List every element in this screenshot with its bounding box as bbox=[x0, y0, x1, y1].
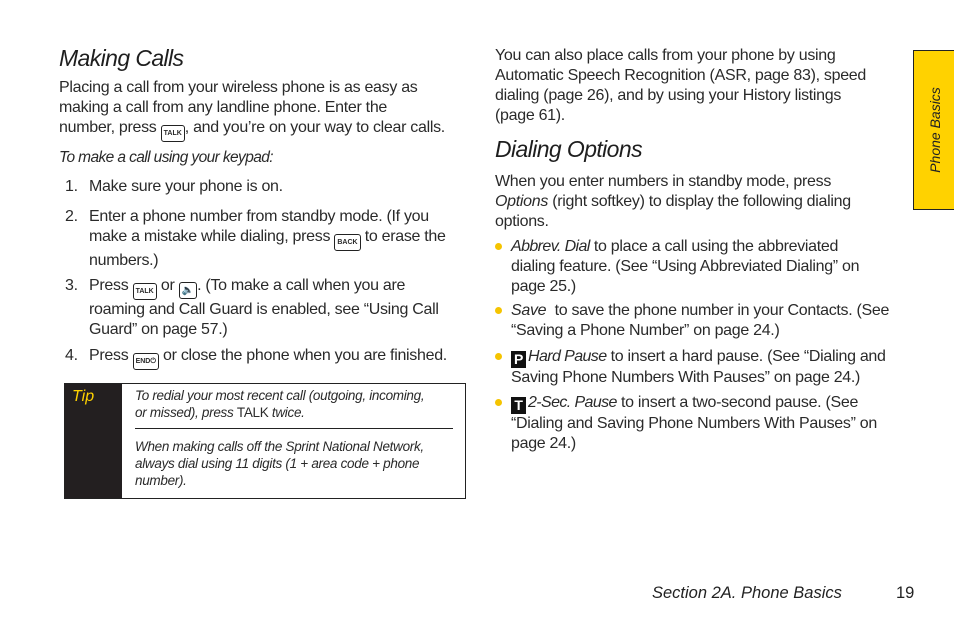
step-text bbox=[89, 276, 470, 340]
making-calls-intro bbox=[59, 78, 469, 142]
step-number: 1. bbox=[65, 178, 78, 195]
bullet-term: Abbrev. Dial bbox=[511, 238, 590, 255]
step-item bbox=[65, 207, 470, 267]
bullet-dot bbox=[495, 353, 502, 360]
bullet-dot bbox=[495, 307, 502, 314]
right-intro bbox=[495, 46, 905, 126]
step-item bbox=[65, 276, 470, 336]
step-fragment: Press bbox=[89, 277, 129, 294]
step-fragment: make a mistake while dialing, press bbox=[89, 228, 331, 245]
list-item bbox=[495, 237, 905, 297]
tip-box bbox=[64, 383, 466, 499]
bullet-dot bbox=[495, 243, 502, 250]
footer-page-number: 19 bbox=[896, 584, 915, 602]
bullet-fragment: to save the phone number in your Contacts. (See bbox=[546, 302, 890, 319]
bullet-term: Hard Pause bbox=[528, 348, 607, 365]
intro-text: , and you’re on your way to clear calls. bbox=[184, 119, 445, 136]
step-number: 3. bbox=[65, 277, 78, 294]
heading-making-calls: Making Calls bbox=[59, 45, 184, 71]
tip-line: always dial using 11 digits (1 + area code + phone bbox=[135, 456, 420, 471]
bullet-term: Save bbox=[511, 302, 547, 319]
side-tab-label: Phone Basics bbox=[926, 87, 943, 173]
options-softkey-term: Options bbox=[495, 193, 549, 210]
tip-line bbox=[135, 404, 455, 421]
bullet-text bbox=[511, 237, 905, 297]
bullet-line bbox=[511, 347, 905, 368]
step-fragment: or bbox=[160, 277, 175, 294]
intro-text: number, press bbox=[59, 119, 157, 136]
intro-line: dialing (page 26), and by using your History listings bbox=[495, 87, 842, 104]
paragraph-line: options. bbox=[495, 213, 549, 230]
step-item bbox=[65, 346, 470, 366]
back-key-icon: BACK bbox=[334, 234, 360, 251]
tip-fragment: or missed), press bbox=[135, 405, 237, 420]
step-fragment: or close the phone when you are finished. bbox=[163, 347, 447, 364]
bullet-fragment: to insert a two-second pause. (See bbox=[616, 394, 859, 411]
list-item bbox=[495, 301, 905, 341]
talk-key-icon: TALK bbox=[133, 283, 157, 300]
step-text bbox=[89, 207, 470, 271]
tip-divider bbox=[135, 428, 453, 429]
step-line: Guard” on page 57.) bbox=[89, 321, 228, 338]
tip-line: number). bbox=[135, 473, 187, 488]
paragraph-line bbox=[495, 192, 905, 212]
bullet-line: page 25.) bbox=[511, 278, 576, 295]
intro-line: making a call from any landline phone. Enter the bbox=[59, 99, 388, 116]
heading-dialing-options: Dialing Options bbox=[495, 136, 642, 162]
bullet-line: Saving Phone Numbers With Pauses” on page 24.) bbox=[511, 369, 861, 386]
step-number: 4. bbox=[65, 347, 78, 364]
bullet-fragment: to insert a hard pause. (See “Dialing and bbox=[606, 348, 886, 365]
tip-line: To redial your most recent call (outgoing, incoming, bbox=[135, 388, 425, 403]
intro-line: You can also place calls from your phone by using bbox=[495, 47, 836, 64]
step-line: Enter a phone number from standby mode. (If you bbox=[89, 208, 429, 225]
footer-section-title: Section 2A. Phone Basics bbox=[652, 584, 842, 602]
step-text bbox=[89, 346, 470, 370]
bullet-line bbox=[511, 237, 905, 257]
bullet-line bbox=[511, 301, 905, 321]
step-text: Make sure your phone is on. bbox=[89, 178, 283, 195]
tip-label-column bbox=[65, 384, 122, 498]
tip-paragraph-1 bbox=[135, 387, 455, 421]
intro-line: Placing a call from your wireless phone is as easy as bbox=[59, 79, 418, 96]
step-fragment: Press bbox=[89, 347, 129, 364]
step-fragment: to erase the bbox=[364, 228, 446, 245]
step-item bbox=[65, 177, 470, 197]
talk-key-icon: TALK bbox=[161, 125, 185, 142]
speaker-key-icon: 🔈 bbox=[179, 282, 197, 299]
bullet-line bbox=[511, 393, 905, 414]
paragraph-fragment: (right softkey) to display the following dialing bbox=[548, 193, 851, 210]
tip-line: When making calls off the Sprint National Network, bbox=[135, 439, 424, 454]
intro-line: (page 61). bbox=[495, 107, 565, 124]
bullet-text bbox=[511, 393, 905, 454]
bullet-dot bbox=[495, 399, 502, 406]
step-fragment: . (To make a call when you are bbox=[197, 277, 406, 294]
bullet-line: page 24.) bbox=[511, 435, 576, 452]
step-line bbox=[89, 276, 470, 300]
tip-fragment: twice. bbox=[268, 405, 305, 420]
section-side-tab bbox=[913, 50, 954, 210]
bullet-text bbox=[511, 347, 905, 388]
paragraph-line: When you enter numbers in standby mode, press bbox=[495, 173, 832, 190]
two-sec-pause-icon: T bbox=[511, 397, 526, 414]
intro-line bbox=[59, 118, 469, 142]
tip-label: Tip bbox=[72, 388, 95, 405]
keypad-subhead: To make a call using your keypad: bbox=[59, 149, 273, 166]
tip-fragment: TALK bbox=[236, 405, 269, 420]
bullet-line: “Dialing and Saving Phone Numbers With Pauses” on bbox=[511, 415, 877, 432]
dialing-options-paragraph bbox=[495, 172, 905, 232]
tip-paragraph-2 bbox=[135, 438, 455, 489]
list-item bbox=[495, 393, 905, 453]
hard-pause-icon: P bbox=[511, 351, 526, 368]
step-line: numbers.) bbox=[89, 252, 159, 269]
bullet-fragment: to place a call using the abbreviated bbox=[589, 238, 839, 255]
bullet-term: 2-Sec. Pause bbox=[528, 394, 617, 411]
step-line: roaming and Call Guard is enabled, see “Using Call bbox=[89, 301, 439, 318]
list-item bbox=[495, 347, 905, 387]
step-line bbox=[89, 227, 470, 251]
bullet-text bbox=[511, 301, 905, 341]
bullet-line: dialing feature. (See “Using Abbreviated Dialing” on bbox=[511, 258, 860, 275]
bullet-line: “Saving a Phone Number” on page 24.) bbox=[511, 322, 780, 339]
step-number: 2. bbox=[65, 208, 78, 225]
end-key-icon: END⏻ bbox=[133, 353, 159, 370]
intro-line: Automatic Speech Recognition (ASR, page 83), speed bbox=[495, 67, 867, 84]
